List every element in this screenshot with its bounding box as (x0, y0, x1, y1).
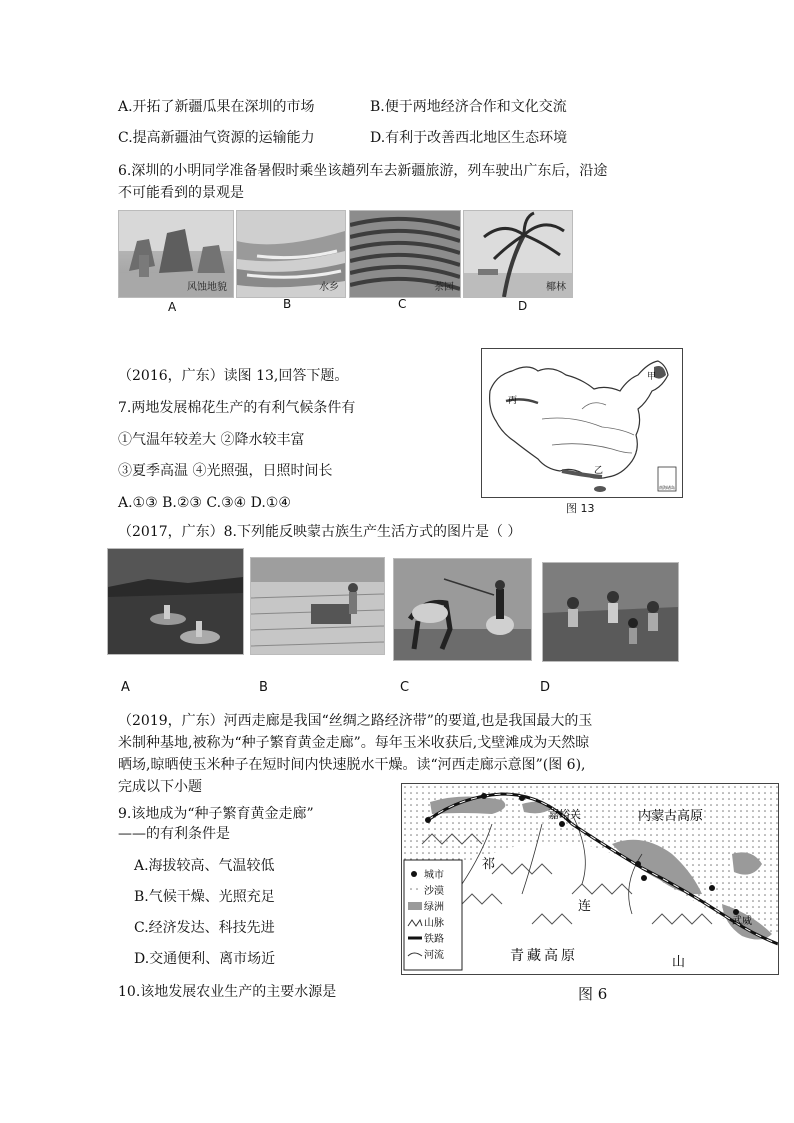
photo-c-caption: 茶园 (434, 282, 454, 293)
legend-river: 河流 (424, 950, 444, 961)
legend-oasis: 绿洲 (424, 902, 444, 913)
q10-stem: 10.该地发展农业生产的主要水源是 (118, 984, 337, 1000)
q9-option-d: D.交通便利、离市场近 (134, 951, 276, 967)
map-inset-label: 南海诸岛 (659, 485, 675, 490)
legend-railway: 铁路 (424, 934, 444, 945)
q8-letter-b: B (259, 680, 268, 695)
legend-mountain: 山脉 (424, 918, 444, 929)
label-inner-mongolia: 内蒙古高原 (638, 809, 704, 824)
photo-b-letter: B (283, 297, 292, 311)
q9-stem-2: ——的有利条件是 (118, 826, 230, 842)
photo-d-letter: D (518, 299, 528, 313)
map-label-bing: 丙 (508, 396, 518, 406)
photo-boats (107, 548, 244, 655)
label-tibet-plateau: 青藏高原 (510, 948, 578, 964)
q9-intro-3: 晒场,晾晒使玉米种子在短时间内快速脱水干燥。读“河西走廊示意图”(图 6), (118, 757, 586, 773)
q8-stem: （2017，广东）8.下列能反映蒙古族生产生活方式的图片是（ ） (118, 524, 522, 540)
q9-intro-1: （2019，广东）河西走廊是我国“丝绸之路经济带”的要道,也是我国最大的玉 (118, 713, 593, 729)
q8-letter-a: A (121, 680, 130, 695)
q9-stem-1: 9.该地成为“种子繁育黄金走廊” (118, 806, 314, 822)
figure-13-caption: 图 13 (566, 502, 595, 515)
q9-option-a: A.海拔较高、气温较低 (134, 858, 275, 874)
q5-option-c: C.提高新疆油气资源的运输能力 (118, 130, 315, 146)
map-label-jia: 甲 (647, 372, 657, 382)
q7-conditions-2: ③夏季高温 ④光照强，日照时间长 (118, 463, 333, 479)
photo-horse-riding (393, 558, 532, 661)
label-jiayuguan: 嘉峪关 (548, 808, 581, 821)
q9-intro-2: 米制种基地,被称为“种子繁育黄金走廊”。每年玉米收获后,戈壁滩成为天然晾 (118, 735, 590, 751)
label-qilian-qi: 祁 (482, 857, 496, 872)
q9-option-c: C.经济发达、科技先进 (134, 920, 275, 936)
photo-rice-planting (250, 557, 385, 655)
q5-option-b: B.便于两地经济合作和文化交流 (370, 99, 567, 115)
map-label-yi: 乙 (594, 466, 604, 476)
q7-stem: 7.两地发展棉花生产的有利气候条件有 (118, 400, 356, 416)
photo-d-caption: 椰林 (546, 282, 566, 293)
photo-coconut-grove (463, 210, 573, 298)
q5-option-a: A.开拓了新疆瓜果在深圳的市场 (118, 99, 315, 115)
q8-letter-d: D (540, 680, 551, 695)
q8-letter-c: C (400, 680, 410, 695)
legend-city: 城市 (424, 870, 444, 881)
legend-desert: 沙漠 (424, 886, 444, 897)
q7-conditions-1: ①气温年较差大 ②降水较丰富 (118, 432, 305, 448)
photo-wind-erosion (118, 210, 234, 298)
q5-option-d: D.有利于改善西北地区生态环境 (370, 130, 568, 146)
photo-water-town (236, 210, 346, 298)
label-wuwei: 武威 (732, 916, 752, 927)
q9-intro-4: 完成以下小题 (118, 779, 202, 795)
map-legend (404, 860, 462, 970)
photo-tea-garden (349, 210, 461, 298)
photo-a-letter: A (168, 300, 177, 314)
label-qilian-lian: 连 (578, 899, 592, 914)
hexi-corridor-map (401, 783, 779, 975)
photo-a-caption: 风蚀地貌 (187, 282, 227, 293)
q7-options: A.①③ B.②③ C.③④ D.①④ (118, 495, 291, 511)
figure-6-caption: 图 6 (578, 985, 608, 1003)
photo-b-caption: 水乡 (319, 282, 339, 293)
q7-intro: （2016，广东）读图 13,回答下题。 (118, 368, 349, 384)
china-map (481, 348, 683, 498)
photo-c-letter: C (398, 297, 407, 311)
photo-crowd-field (542, 562, 679, 662)
q9-option-b: B.气候干燥、光照充足 (134, 889, 275, 905)
q6-stem-line1: 6.深圳的小明同学准备暑假时乘坐该趟列车去新疆旅游，列车驶出广东后，沿途 (118, 163, 608, 179)
label-qilian-shan: 山 (672, 955, 686, 970)
q6-stem-line2: 不可能看到的景观是 (118, 185, 244, 201)
